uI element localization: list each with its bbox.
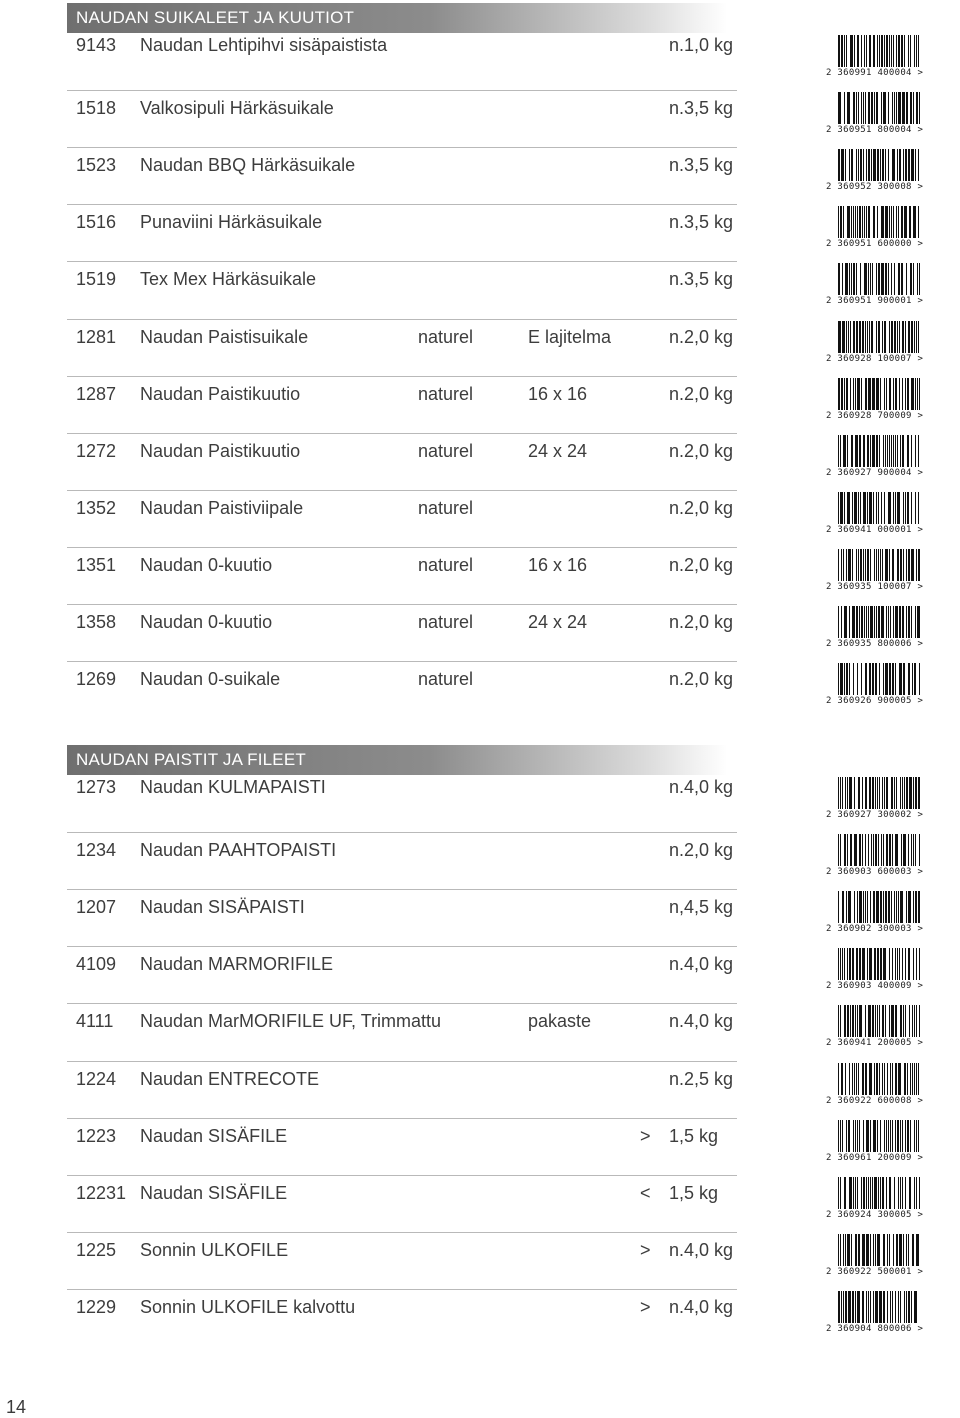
barcode bbox=[826, 1063, 926, 1107]
product-code: 1207 bbox=[76, 897, 117, 918]
barcode bbox=[826, 263, 926, 307]
section-suikaleet-kuutiot bbox=[67, 3, 960, 707]
section-title: NAUDAN SUIKALEET JA KUUTIOT bbox=[67, 3, 727, 33]
product-weight: n.4,0 kg bbox=[669, 954, 734, 975]
barcode-bars bbox=[838, 92, 920, 124]
product-code: 1281 bbox=[76, 326, 117, 347]
product-weight: 1,5 kg bbox=[669, 1182, 719, 1203]
product-code: 1287 bbox=[76, 383, 117, 404]
barcode bbox=[826, 834, 926, 878]
barcode-bars bbox=[838, 834, 920, 866]
row-divider bbox=[67, 1118, 737, 1119]
barcode-number: 2 360927 300002 > bbox=[826, 810, 924, 820]
row-divider bbox=[67, 1175, 737, 1176]
product-spec: naturel bbox=[418, 612, 474, 632]
barcode bbox=[826, 891, 926, 935]
weight-qualifier: > bbox=[640, 1125, 651, 1146]
product-weight: n.3,5 kg bbox=[669, 269, 734, 290]
barcode-number: 2 360991 400004 > bbox=[826, 68, 924, 78]
barcode-bars bbox=[838, 149, 920, 181]
product-name: Naudan Lehtipihvi sisäpaistista bbox=[140, 35, 388, 55]
barcode-bars bbox=[838, 1120, 920, 1152]
row-divider bbox=[67, 376, 737, 377]
section-title: NAUDAN PAISTIT JA FILEET bbox=[67, 745, 727, 775]
table-row bbox=[67, 604, 960, 661]
product-name: Naudan Paistikuutio bbox=[140, 440, 301, 461]
product-name: Tex Mex Härkäsuikale bbox=[140, 269, 317, 290]
row-divider bbox=[67, 832, 737, 833]
product-code: 1225 bbox=[76, 1239, 117, 1260]
product-size: E lajitelma bbox=[528, 326, 612, 347]
product-name: Naudan MARMORIFILE bbox=[140, 954, 334, 975]
barcode bbox=[826, 92, 926, 136]
product-weight: n.2,0 kg bbox=[669, 554, 734, 575]
table-row bbox=[67, 1003, 960, 1060]
barcode bbox=[826, 492, 926, 536]
product-name: Naudan PAAHTOPAISTI bbox=[140, 840, 337, 861]
product-weight: n.3,5 kg bbox=[669, 98, 734, 119]
product-weight: n.4,0 kg bbox=[669, 1011, 734, 1032]
table-row bbox=[67, 547, 960, 604]
barcode-number: 2 360941 200005 > bbox=[826, 1038, 924, 1049]
product-name: Naudan ENTRECOTE bbox=[140, 1068, 320, 1089]
barcode bbox=[826, 777, 926, 821]
product-spec: naturel bbox=[418, 497, 474, 518]
product-code: 1519 bbox=[76, 269, 117, 290]
barcode bbox=[826, 149, 926, 193]
product-name: Naudan KULMAPAISTI bbox=[140, 777, 326, 797]
product-weight: n.2,5 kg bbox=[669, 1068, 734, 1089]
product-spec: naturel bbox=[418, 669, 474, 690]
product-name: Sonnin ULKOFILE kalvottu bbox=[140, 1296, 356, 1317]
barcode-number: 2 360935 800006 > bbox=[826, 639, 924, 649]
barcode-bars bbox=[838, 606, 920, 638]
product-weight: n.3,5 kg bbox=[669, 212, 734, 233]
product-code: 1272 bbox=[76, 440, 117, 461]
row-divider bbox=[67, 547, 737, 548]
product-weight: n.4,0 kg bbox=[669, 777, 734, 797]
barcode-bars bbox=[838, 1234, 920, 1266]
barcode bbox=[826, 606, 926, 650]
row-divider bbox=[67, 1003, 737, 1004]
barcode-bars bbox=[838, 891, 920, 923]
product-weight: n.3,5 kg bbox=[669, 155, 734, 176]
table-row bbox=[67, 1175, 960, 1232]
barcode bbox=[826, 206, 926, 250]
row-divider bbox=[67, 946, 737, 947]
product-spec: naturel bbox=[418, 383, 474, 404]
table-row bbox=[67, 90, 960, 147]
weight-qualifier: > bbox=[640, 1239, 651, 1260]
product-name: Valkosipuli Härkäsuikale bbox=[140, 98, 334, 119]
barcode bbox=[826, 1005, 926, 1049]
barcode bbox=[826, 1177, 926, 1221]
product-spec: naturel bbox=[418, 440, 474, 461]
row-divider bbox=[67, 204, 737, 205]
barcode-number: 2 360951 900001 > bbox=[826, 296, 924, 307]
table-row bbox=[67, 319, 960, 376]
product-code: 4109 bbox=[76, 954, 117, 975]
barcode bbox=[826, 948, 926, 992]
row-divider bbox=[67, 147, 737, 148]
product-name: Sonnin ULKOFILE bbox=[140, 1239, 289, 1260]
row-divider bbox=[67, 319, 737, 320]
barcode bbox=[826, 1291, 926, 1335]
barcode-bars bbox=[838, 492, 920, 524]
barcode bbox=[826, 435, 926, 479]
product-code: 1358 bbox=[76, 612, 117, 632]
row-divider bbox=[67, 1289, 737, 1290]
product-code: 1352 bbox=[76, 497, 117, 518]
barcode bbox=[826, 1234, 926, 1278]
barcode-number: 2 360926 900005 > bbox=[826, 696, 924, 707]
product-spec: naturel bbox=[418, 554, 474, 575]
product-name: Naudan SISÄFILE bbox=[140, 1182, 288, 1203]
row-divider bbox=[67, 1061, 737, 1062]
product-weight: 1,5 kg bbox=[669, 1125, 719, 1146]
product-code: 1518 bbox=[76, 98, 117, 119]
table-row bbox=[67, 261, 960, 318]
product-code: 1523 bbox=[76, 155, 117, 176]
table-row bbox=[67, 490, 960, 547]
barcode bbox=[826, 663, 926, 707]
barcode-bars bbox=[838, 948, 920, 980]
row-divider bbox=[67, 1232, 737, 1233]
barcode-bars bbox=[838, 321, 920, 353]
barcode-number: 2 360951 600000 > bbox=[826, 239, 924, 250]
product-code: 1351 bbox=[76, 554, 117, 575]
product-name: Punaviini Härkäsuikale bbox=[140, 212, 323, 233]
barcode-number: 2 360903 400009 > bbox=[826, 981, 924, 992]
barcode-bars bbox=[838, 663, 920, 695]
product-size: 24 x 24 bbox=[528, 612, 588, 632]
barcode-bars bbox=[838, 1291, 920, 1323]
product-code: 12231 bbox=[76, 1182, 127, 1203]
product-weight: n.1,0 kg bbox=[669, 35, 734, 55]
row-divider bbox=[67, 90, 737, 91]
product-code: 1273 bbox=[76, 777, 117, 797]
product-weight: n.2,0 kg bbox=[669, 612, 734, 632]
weight-qualifier: > bbox=[640, 1296, 651, 1317]
barcode bbox=[826, 549, 926, 593]
product-code: 1229 bbox=[76, 1296, 117, 1317]
barcode-number: 2 360903 600003 > bbox=[826, 867, 924, 878]
row-divider bbox=[67, 889, 737, 890]
product-name: Naudan SISÄFILE bbox=[140, 1125, 288, 1146]
product-weight: n,4,5 kg bbox=[669, 897, 734, 918]
weight-qualifier: < bbox=[640, 1182, 651, 1203]
product-size: 16 x 16 bbox=[528, 554, 588, 575]
barcode-number: 2 360922 500001 > bbox=[826, 1266, 924, 1277]
product-weight: n.4,0 kg bbox=[669, 1296, 734, 1317]
barcode-bars bbox=[838, 263, 920, 295]
barcode-bars bbox=[838, 35, 920, 67]
product-name: Naudan 0-kuutio bbox=[140, 554, 273, 575]
product-weight: n.2,0 kg bbox=[669, 383, 734, 404]
product-name: Naudan SISÄPAISTI bbox=[140, 897, 305, 918]
barcode-number: 2 360928 100007 > bbox=[826, 353, 924, 364]
product-code: 1516 bbox=[76, 212, 117, 233]
product-weight: n.2,0 kg bbox=[669, 840, 734, 861]
product-name: Naudan Paistikuutio bbox=[140, 383, 301, 404]
barcode-number: 2 360927 900004 > bbox=[826, 467, 924, 478]
product-weight: n.2,0 kg bbox=[669, 326, 734, 347]
product-name: Naudan BBQ Härkäsuikale bbox=[140, 155, 356, 176]
product-size: 16 x 16 bbox=[528, 383, 588, 404]
barcode-number: 2 360951 800004 > bbox=[826, 125, 924, 136]
table-row bbox=[67, 661, 960, 718]
table-row bbox=[67, 889, 960, 946]
table-row bbox=[67, 1289, 960, 1346]
product-code: 1234 bbox=[76, 840, 117, 861]
barcode-bars bbox=[838, 1177, 920, 1209]
barcode-bars bbox=[838, 1063, 920, 1095]
product-code: 9143 bbox=[76, 35, 117, 55]
product-code: 4111 bbox=[76, 1011, 114, 1032]
barcode-number: 2 360904 800006 > bbox=[826, 1323, 924, 1334]
row-divider bbox=[67, 661, 737, 662]
table-row bbox=[67, 433, 960, 490]
table-row bbox=[67, 147, 960, 204]
table-row bbox=[67, 1061, 960, 1118]
product-size: pakaste bbox=[528, 1011, 592, 1032]
row-divider bbox=[67, 433, 737, 434]
barcode-bars bbox=[838, 206, 920, 238]
barcode-number: 2 360922 600008 > bbox=[826, 1095, 924, 1106]
product-spec: naturel bbox=[418, 326, 474, 347]
product-size: 24 x 24 bbox=[528, 440, 588, 461]
product-code: 1269 bbox=[76, 669, 117, 690]
page-number: 14 bbox=[6, 1397, 27, 1417]
table-row bbox=[67, 1232, 960, 1289]
product-code: 1223 bbox=[76, 1125, 117, 1146]
barcode-number: 2 360952 300008 > bbox=[826, 182, 924, 193]
product-name: Naudan Paistiviipale bbox=[140, 497, 304, 518]
table-row bbox=[67, 33, 960, 90]
product-weight: n.2,0 kg bbox=[669, 440, 734, 461]
barcode-bars bbox=[838, 1005, 920, 1037]
barcode-number: 2 360941 000001 > bbox=[826, 524, 924, 535]
barcode-bars bbox=[838, 435, 920, 467]
product-name: Naudan 0-suikale bbox=[140, 669, 281, 690]
product-weight: n.4,0 kg bbox=[669, 1239, 734, 1260]
barcode-number: 2 360902 300003 > bbox=[826, 924, 924, 935]
barcode bbox=[826, 35, 926, 79]
section-paistit-fileet bbox=[67, 745, 960, 1334]
barcode-number: 2 360928 700009 > bbox=[826, 410, 924, 421]
row-divider bbox=[67, 604, 737, 605]
product-weight: n.2,0 kg bbox=[669, 497, 734, 518]
table-row bbox=[67, 832, 960, 889]
product-weight: n.2,0 kg bbox=[669, 669, 734, 690]
row-divider bbox=[67, 261, 737, 262]
product-name: Naudan Paistisuikale bbox=[140, 326, 309, 347]
barcode-bars bbox=[838, 378, 920, 410]
barcode-number: 2 360935 100007 > bbox=[826, 581, 924, 592]
product-name: Naudan MarMORIFILE UF, Trimmattu bbox=[140, 1011, 442, 1032]
barcode-number: 2 360924 300005 > bbox=[826, 1209, 924, 1220]
table-row bbox=[67, 946, 960, 1003]
product-name: Naudan 0-kuutio bbox=[140, 612, 273, 632]
barcode-bars bbox=[838, 549, 920, 581]
barcode-bars bbox=[838, 777, 920, 809]
barcode-number: 2 360961 200009 > bbox=[826, 1152, 924, 1163]
table-row bbox=[67, 1118, 960, 1175]
product-code: 1224 bbox=[76, 1068, 117, 1089]
row-divider bbox=[67, 490, 737, 491]
barcode bbox=[826, 1120, 926, 1164]
table-row bbox=[67, 204, 960, 261]
table-row bbox=[67, 376, 960, 433]
barcode bbox=[826, 378, 926, 422]
barcode bbox=[826, 321, 926, 365]
table-row bbox=[67, 775, 960, 832]
